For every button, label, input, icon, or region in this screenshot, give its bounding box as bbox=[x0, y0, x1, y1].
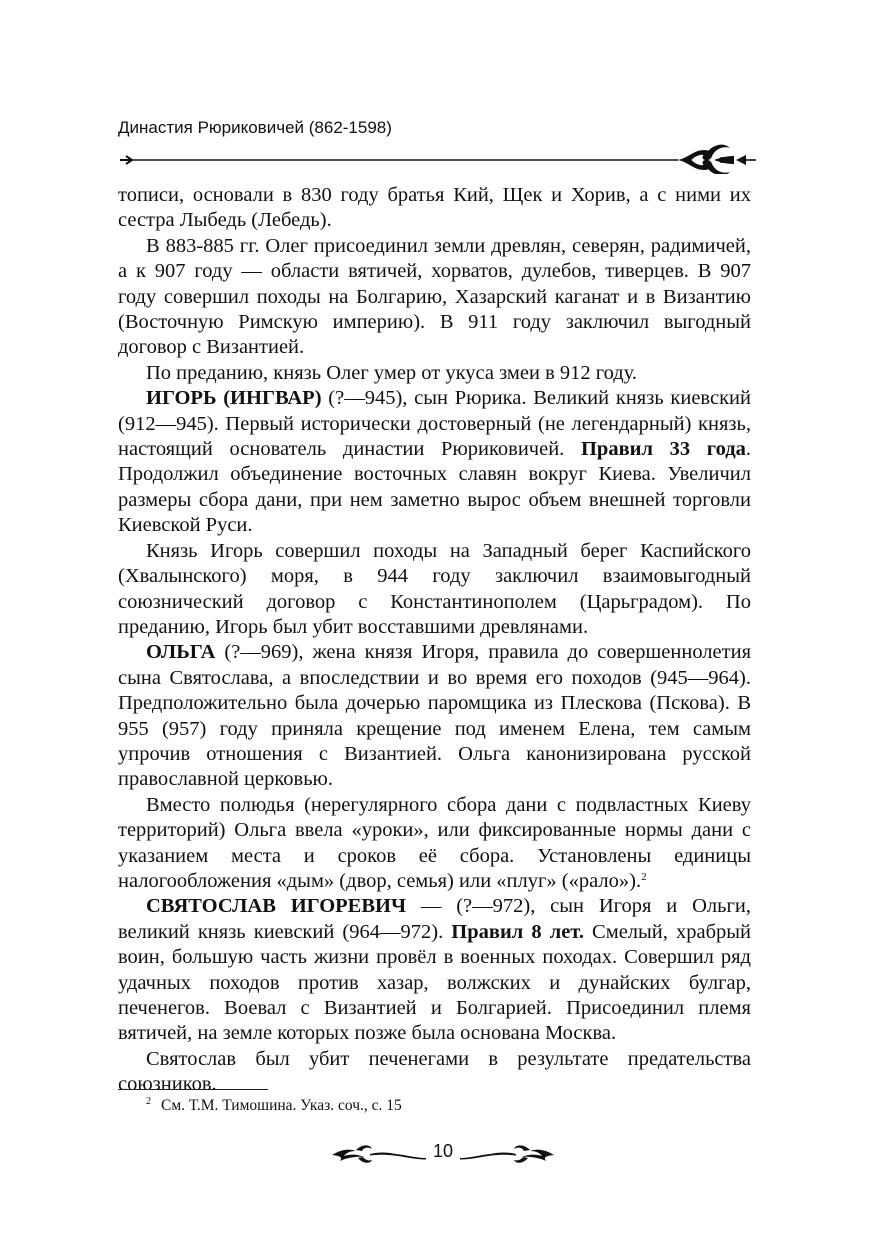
reign-length: Правил 8 лет. bbox=[451, 920, 584, 943]
paragraph-igor: ИГОРЬ (ИНГВАР) (?—945), сын Рюрика. Великий князь киевский (912—945). Первый исторически достоверный (не легендарный) князь, настоящий основатель династии Рюриковичей. Правил 33 года. Продолжил объединение восточных славян вокруг Киева. Увеличил размеры сбора дани, при нем заметно вырос объем внешней торговли Киевской Руси. bbox=[118, 387, 752, 537]
paragraph: тописи, основали в 830 году братья Кий, Щек и Хорив, а с ними их сестра Лыбедь (Лебедь). bbox=[118, 184, 751, 232]
body-text bbox=[118, 183, 751, 1098]
paragraph-svyatoslav: СВЯТОСЛАВ ИГОРЕВИЧ — (?—972), сын Игоря и Ольги, великий князь киевский (964—972). Правил 8 лет. Смелый, храбрый воин, большую часть жизни провёл в военных походах. Совершил ряд удачных походов против хазар, волжских и дунайских булгар, печенегов. Воевал с Византией и Болгарией. Присоединил племя вятичей, на земле которых позже была основана Москва. bbox=[118, 895, 752, 1045]
ruler-name: СВЯТОСЛАВ ИГОРЕВИЧ bbox=[146, 895, 407, 918]
page-folio bbox=[330, 1136, 556, 1170]
paragraph: В 883-885 гг. Олег присоединил земли древлян, северян, радимичей, а к 907 году — области вятичей, хорватов, дулебов, тиверцев. В 907 году совершил походы на Болгарию, Хазарский каганат и в Византию (Восточную Римскую империю). В 911 году заключил выгодный договор с Византией. bbox=[118, 234, 751, 359]
page-number: 10 bbox=[432, 1141, 454, 1161]
running-title: Династия Рюриковичей (862-1598) bbox=[118, 118, 392, 137]
paragraph-olga: ОЛЬГА (?—969), жена князя Игоря, правила до совершеннолетия сына Святослава, а впоследствии и во время его походов (945—964). Предположительно была дочерью паромщика из Плескова (Пскова). В 955 (957) году приняла крещение под именем Елена, тем самым упрочив отношения с Византией. Ольга канонизирована русской православной церковью. bbox=[118, 641, 751, 791]
footnote bbox=[146, 1096, 402, 1115]
footnote-divider bbox=[118, 1089, 268, 1090]
paragraph: Вместо полюдья (нерегулярного сбора дани с подвластных Киеву территорий) Ольга ввела «уроки», или фиксированные нормы дани с указанием места и сроков её сбора. Установлены единицы налогообложения «дым» (двор, семья) или «плуг» («рало»).$^2$ bbox=[118, 793, 751, 892]
reign-length: Правил 33 года bbox=[580, 438, 746, 461]
paragraph: Святослав был убит печенегами в результате предательства союзников. bbox=[118, 1047, 751, 1096]
header-ornament-rule bbox=[118, 140, 758, 174]
footnote-ref: 2 bbox=[641, 870, 647, 883]
ruler-name: ИГОРЬ (ИНГВАР) bbox=[146, 387, 322, 410]
ruler-name: ОЛЬГА bbox=[146, 641, 216, 664]
paragraph: Князь Игорь совершил походы на Западный берег Каспийского (Хвалынского) моря, в 944 году заключил взаимовыгодный союзнический договор с Константинополем (Царьградом). По преданию, Игорь был убит восставшими древлянами. bbox=[118, 539, 751, 638]
footnote-number: 2 bbox=[146, 1096, 151, 1107]
paragraph: По преданию, князь Олег умер от укуса змеи в 912 году. bbox=[146, 361, 638, 384]
footnote-text: См. Т.М. Тимошина. Указ. соч., с. 15 bbox=[161, 1097, 402, 1114]
